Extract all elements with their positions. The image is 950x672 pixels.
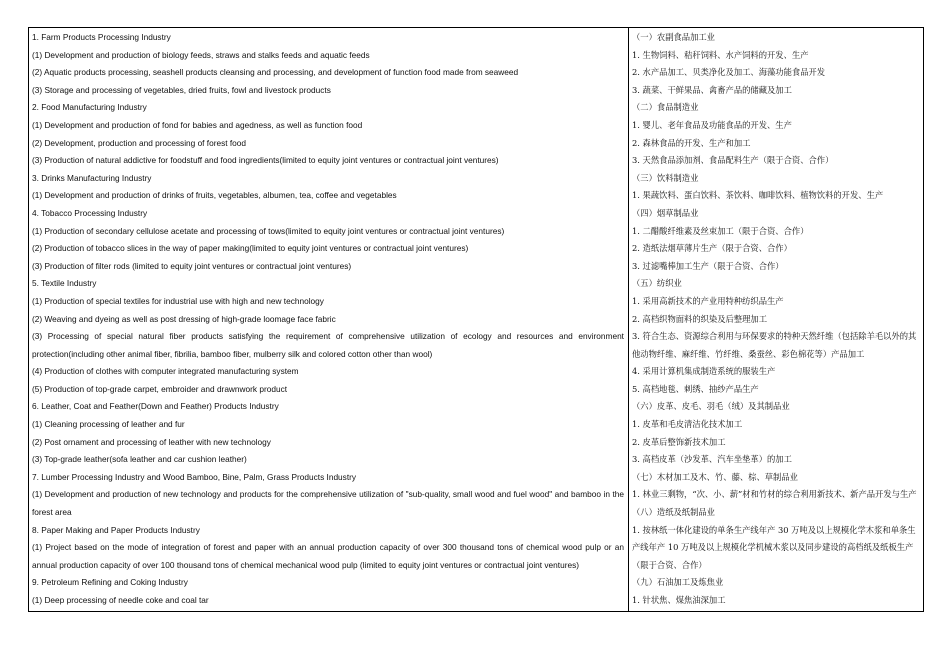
en-item: (1) Production of secondary cellulose acetate and processing of tows(limited to equity joint ventures or contractual joint ventures) [32, 225, 505, 236]
zh-item: 4. 采用计算机集成制造系统的服装生产 [632, 366, 776, 377]
zh-heading-8: （八）造纸及纸制品业 [632, 507, 715, 518]
en-item: (1) Cleaning processing of leather and fur [32, 419, 185, 430]
zh-item: 2. 森林食品的开发、生产和加工 [632, 137, 751, 148]
zh-item: 2. 皮革后整饰新技术加工 [632, 436, 726, 447]
zh-item: 1. 果蔬饮料、蛋白饮料、茶饮料、咖啡饮料、植物饮料的开发、生产 [632, 190, 884, 201]
en-heading-2: 2. Food Manufacturing Industry [32, 102, 147, 113]
zh-heading-9: （九）石油加工及炼焦业 [632, 577, 724, 588]
en-item: (2) Production of tobacco slices in the way of paper making(limited to equity joint ventures or contractual joint ventures) [32, 243, 469, 254]
zh-item: 2. 造纸法烟草薄片生产（限于合资、合作） [632, 243, 792, 254]
en-heading-5: 5. Textile Industry [32, 278, 97, 289]
en-item: (3) Production of natural addictive for foodstuff and food ingredients(limited to equity joint ventures or contractual joint ventures) [32, 155, 499, 166]
zh-heading-6: （六）皮革、皮毛、羽毛（绒）及其制品业 [632, 401, 790, 412]
table-row [29, 28, 924, 612]
zh-heading-7: （七）木材加工及木、竹、藤、棕、草制品业 [632, 471, 798, 482]
zh-item: 3. 蔬菜、干鲜果品、禽畜产品的储藏及加工 [632, 84, 792, 95]
en-heading-8: 8. Paper Making and Paper Products Industry [32, 524, 200, 535]
zh-item: 3. 符合生态、资源综合利用与环保要求的特种天然纤维（包括除羊毛以外的其他动物纤维、麻纤维、竹纤维、桑蚕丝、彩色棉花等）产品加工 [632, 331, 917, 359]
en-item: (3) Production of filter rods (limited to equity joint ventures or contractual joint ventures) [32, 260, 352, 271]
en-heading-7: 7. Lumber Processing Industry and Wood Bamboo, Bine, Palm, Grass Products Industry [32, 471, 357, 482]
en-item: (1) Development and production of drinks of fruits, vegetables, albumen, tea, coffee and vegetables [32, 190, 397, 201]
en-heading-9: 9. Petroleum Refining and Coking Industry [32, 577, 188, 588]
en-item: (3) Storage and processing of vegetables, dried fruits, fowl and livestock products [32, 84, 331, 95]
en-item: (1) Development and production of fond for babies and agedness, as well as function food [32, 119, 363, 130]
en-item: (1) Deep processing of needle coke and coal tar [32, 595, 209, 605]
zh-heading-2: （二）食品制造业 [632, 102, 699, 113]
chinese-column [629, 28, 924, 612]
zh-item: 5. 高档地毯、刺绣、抽纱产品生产 [632, 383, 759, 394]
en-item: (1) Development and production of biology feeds, straws and stalks feeds and aquatic feeds [32, 49, 370, 60]
zh-item: 3. 过滤嘴棒加工生产（限于合资、合作） [632, 260, 784, 271]
en-item: (2) Post ornament and processing of leather with new technology [32, 436, 271, 447]
zh-item: 1. 婴儿、老年食品及功能食品的开发、生产 [632, 119, 792, 130]
zh-item: 2. 水产品加工、贝类净化及加工、海藻功能食品开发 [632, 67, 826, 78]
zh-item: 1. 采用高新技术的产业用特种纺织品生产 [632, 295, 784, 306]
en-item: (4) Production of clothes with computer integrated manufacturing system [32, 366, 299, 377]
en-item: (3) Top-grade leather(sofa leather and car cushion leather) [32, 454, 247, 465]
en-heading-1: 1. Farm Products Processing Industry [32, 32, 171, 42]
en-item: (3) Processing of special natural fiber products satisfying the requirement of comprehensive utilization of ecology and resources and environment protection(including other animal fiber, fibrilia, bamboo fiber, mulberry silk and colored cotton other than wool) [32, 331, 624, 359]
en-heading-3: 3. Drinks Manufacturing Industry [32, 172, 152, 183]
zh-item: 1. 二醋酸纤维素及丝束加工（限于合资、合作） [632, 225, 809, 236]
zh-item: 1. 按林纸一体化建设的单条生产线年产 30 万吨及以上规模化学木浆和单条生产线年产 10 万吨及以上规模化学机械木浆以及同步建设的高档纸及纸板生产（限于合资、合作） [632, 524, 916, 570]
en-item: (1) Production of special textiles for industrial use with high and new technology [32, 295, 324, 306]
en-item: (1) Project based on the mode of integration of forest and paper with an annual production capacity of over 300 thousand tons of chemical wood pulp or an annual production capacity of over 100 thousand tons of chemical mechanical wood pulp (limited to equity joint ventures or contractual joint ventures) [32, 542, 624, 570]
zh-item: 3. 高档皮革（沙发革、汽车坐垫革）的加工 [632, 454, 792, 465]
en-item: (2) Development, production and processing of forest food [32, 137, 246, 148]
en-heading-4: 4. Tobacco Processing Industry [32, 207, 148, 218]
en-item: (1) Development and production of new technology and products for the comprehensive utilization of "sub-quality, small wood and fuel wood" and bamboo in the forest area [32, 489, 624, 518]
english-column [29, 28, 629, 612]
zh-item: 2. 高档织物面料的织染及后整理加工 [632, 313, 768, 324]
en-item: (2) Weaving and dyeing as well as post dressing of high-grade loomage face fabric [32, 313, 336, 324]
en-heading-6: 6. Leather, Coat and Feather(Down and Feather) Products Industry [32, 401, 279, 412]
en-item: (2) Aquatic products processing, seashell products cleansing and processing, and development of function food made from seaweed [32, 67, 519, 78]
zh-item: 1. 针状焦、煤焦油深加工 [632, 595, 726, 605]
zh-heading-1: （一）农副食品加工业 [632, 32, 715, 42]
zh-item: 1. 皮革和毛皮清洁化技术加工 [632, 419, 743, 430]
zh-item: 3. 天然食品添加剂、食品配料生产（限于合资、合作） [632, 155, 834, 166]
en-item: (5) Production of top-grade carpet, embroider and drawnwork product [32, 383, 288, 394]
zh-heading-5: （五）纺织业 [632, 278, 682, 289]
zh-item: 1. 林业三剩物，“次、小、薪”材和竹材的综合利用新技术、新产品开发与生产 [632, 489, 917, 500]
zh-heading-3: （三）饮料制造业 [632, 172, 699, 183]
catalogue-table [28, 27, 924, 612]
zh-item: 1. 生物饲料、秸秆饲料、水产饲料的开发、生产 [632, 49, 809, 60]
zh-heading-4: （四）烟草制品业 [632, 207, 699, 218]
